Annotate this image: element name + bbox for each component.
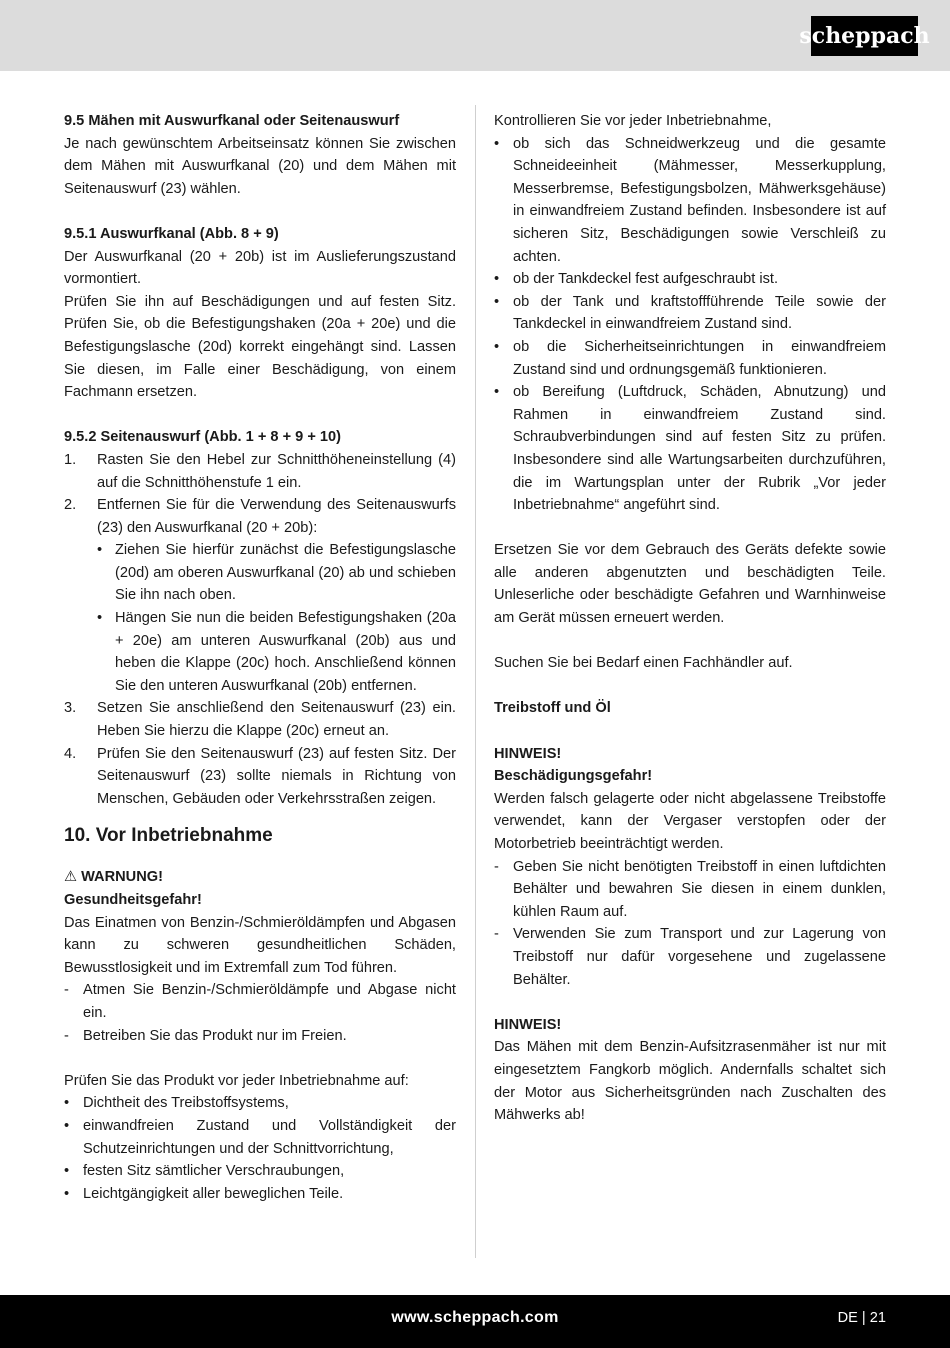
list-item: - Betreiben Sie das Produkt nur im Freien. xyxy=(64,1025,456,1048)
sub-step-text: Hängen Sie nun die beiden Befestigungshaken (20a + 20e) am unteren Auswurfkanal (20b) aus und heben die Klappe (20c) hoch. Anschließend können Sie den unteren Auswurfkanal (20b) entfernen. xyxy=(115,610,456,694)
bullet-icon: • xyxy=(494,338,500,355)
list-item: • Leichtgängigkeit aller beweglichen Teile. xyxy=(64,1183,456,1206)
warning-text: Das Einatmen von Benzin-/Schmieröldämpfen und Abgasen kann zu schweren gesundheitlichen Schäden, Bewusstlosigkeit und im Extremfall zum Tod führen. xyxy=(64,914,456,976)
warning-label: ⚠ WARNUNG! xyxy=(64,866,456,889)
step-number: 1. xyxy=(64,451,77,468)
control-intro: Kontrollieren Sie vor jeder Inbetriebnahme, xyxy=(494,113,772,129)
dash-icon: - xyxy=(494,926,499,943)
bullet-icon: • xyxy=(494,293,500,310)
bullet-icon: • xyxy=(494,384,500,401)
section-9-5-1-text-2: Prüfen Sie ihn auf Beschädigungen und auf festen Sitz. Prüfen Sie, ob die Befestigungshaken (20a + 20e) und die Befestigungslasche (20d) korrekt eingehängt sind. Lassen Sie diesen, im Falle einer Beschädigung, von einem Fachmann ersetzen. xyxy=(64,293,456,401)
footer-bar xyxy=(0,1295,950,1348)
bullet-icon: • xyxy=(494,135,500,152)
list-item: • ob der Tankdeckel fest aufgeschraubt ist. xyxy=(494,268,886,291)
section-9-5-text: Je nach gewünschtem Arbeitseinsatz können Sie zwischen dem Mähen mit Auswurfkanal (20) und dem Mähen mit Seitenauswurf (23) wählen. xyxy=(64,135,456,197)
list-item: - Atmen Sie Benzin-/Schmieröldämpfe und Abgase nicht ein. xyxy=(64,979,456,1024)
step-text: Rasten Sie den Hebel zur Schnitthöheneinstellung (4) auf die Schnitthöhenstufe 1 ein. xyxy=(97,451,456,491)
step-text: Entfernen Sie für die Verwendung des Seitenauswurfs (23) den Auswurfkanal (20 + 20b): xyxy=(97,497,456,536)
fuel-title: Treibstoff und Öl xyxy=(494,700,611,717)
dash-icon: - xyxy=(64,1027,69,1044)
list-item xyxy=(64,494,456,539)
dash-icon: - xyxy=(64,982,69,999)
left-column xyxy=(64,110,456,1205)
check-intro: Prüfen Sie das Produkt vor jeder Inbetriebnahme auf: xyxy=(64,1072,409,1089)
list-item xyxy=(64,449,456,494)
section-9-5-2-title: 9.5.2 Seitenauswurf (Abb. 1 + 8 + 9 + 10) xyxy=(64,429,341,446)
list-item xyxy=(64,743,456,811)
dash-icon: - xyxy=(494,858,499,875)
list-item: • einwandfreien Zustand und Vollständigkeit der Schutzeinrichtungen und der Schnittvorrichtung, xyxy=(64,1115,456,1160)
step-number: 2. xyxy=(64,497,77,514)
section-9-5-1-text-1: Der Auswurfkanal (20 + 20b) ist im Auslieferungszustand vormontiert. xyxy=(64,248,456,288)
list-item: • ob der Tank und kraftstoffführende Teile sowie der Tankdeckel in einwandfreiem Zustand sind. xyxy=(494,291,886,336)
bullet-icon: • xyxy=(64,1095,70,1112)
column-divider xyxy=(475,105,476,1258)
list-item: • festen Sitz sämtlicher Verschraubungen, xyxy=(64,1160,456,1183)
bullet-icon: • xyxy=(97,610,103,627)
notice-label: HINWEIS! xyxy=(494,745,562,762)
step-number: 4. xyxy=(64,745,77,762)
list-item xyxy=(64,539,456,607)
replace-text: Ersetzen Sie vor dem Gebrauch des Geräts defekte sowie alle anderen abgenutzten und beschädigten Teile. Unleserliche oder beschädigte Gefahren und Warnhinweise am Gerät müssen erneuert werden. xyxy=(494,542,886,627)
sub-step-text: Ziehen Sie hierfür zunächst die Befestigungslasche (20d) am oberen Auswurfkanal (20) ab und schieben Sie ihn nach oben. xyxy=(115,542,456,604)
list-item: • ob die Sicherheitseinrichtungen in einwandfreiem Zustand sind und ordnungsgemäß funktionieren. xyxy=(494,336,886,381)
list-item: • ob sich das Schneidwerkzeug und die gesamte Schneideeinheit (Mähmesser, Messerkupplung, Messerbremse, Befestigungsbolzen, Mähwerksgehäuse) in einwandfreiem Zustand befinden. Insbesondere ist auf sicheren Sitz, Beschädigungen sowie Verschleiß zu achten. xyxy=(494,133,886,269)
list-item: • Dichtheit des Treibstoffsystems, xyxy=(64,1092,456,1115)
section-10-title: 10. Vor Inbetriebnahme xyxy=(64,825,273,847)
brand-logo: scheppach xyxy=(811,16,918,56)
notice-label-2: HINWEIS! xyxy=(494,1016,562,1033)
list-item: • ob Bereifung (Luftdruck, Schäden, Abnutzung) und Rahmen in einwandfreiem Zustand sind. Schraubverbindungen sind auf festen Sitz zu prüfen. Insbesondere sind alle Wartungsarbeiten durchzuführen, die im Wartungsplan unter der Rubrik „Vor jeder Inbetriebnahme“ angeführt sind. xyxy=(494,381,886,517)
step-text: Prüfen Sie den Seitenauswurf (23) auf festen Sitz. Der Seitenauswurf (23) sollte niemals in Richtung von Menschen, Gebäuden oder Verkehrsstraßen zeigen. xyxy=(97,745,456,807)
step-number: 3. xyxy=(64,700,77,717)
bullet-icon: • xyxy=(64,1117,70,1134)
warning-subtitle: Gesundheitsgefahr! xyxy=(64,892,202,908)
section-9-5-1-title: 9.5.1 Auswurfkanal (Abb. 8 + 9) xyxy=(64,225,279,242)
footer-url: www.scheppach.com xyxy=(391,1309,559,1326)
dealer-text: Suchen Sie bei Bedarf einen Fachhändler auf. xyxy=(494,655,793,672)
notice-text: Werden falsch gelagerte oder nicht abgelassene Treibstoffe verwendet, kann der Vergaser verstopfen oder der Motorbetrieb beeinträchtigt werden. xyxy=(494,790,886,852)
page-number: DE | 21 xyxy=(837,1310,886,1326)
bullet-icon: • xyxy=(97,542,103,559)
list-item xyxy=(64,607,456,697)
bullet-icon: • xyxy=(494,271,500,288)
header-bar xyxy=(0,0,950,71)
section-9-5-title: 9.5 Mähen mit Auswurfkanal oder Seitenauswurf xyxy=(64,113,400,129)
list-item: - Geben Sie nicht benötigten Treibstoff in einen luftdichten Behälter und bewahren Sie diesen in einem dunklen, kühlen Raum auf. xyxy=(494,856,886,924)
bullet-icon: • xyxy=(64,1163,70,1180)
bullet-icon: • xyxy=(64,1185,70,1202)
notice-text-2: Das Mähen mit dem Benzin-Aufsitzrasenmäher ist nur mit eingesetztem Fangkorb möglich. Andernfalls schaltet sich der Motor aus Sicherheitsgründen nach Zuschalten des Mähwerks ab! xyxy=(494,1039,886,1124)
list-item: - Verwenden Sie zum Transport und zur Lagerung von Treibstoff nur dafür vorgesehene und zugelassene Behälter. xyxy=(494,923,886,991)
warning-triangle-icon: ⚠ xyxy=(64,869,78,886)
right-column xyxy=(494,110,886,1127)
step-text: Setzen Sie anschließend den Seitenauswurf (23) ein. Heben Sie hierzu die Klappe (20c) erneut an. xyxy=(97,700,456,740)
notice-subtitle: Beschädigungsgefahr! xyxy=(494,768,653,785)
list-item xyxy=(64,697,456,742)
